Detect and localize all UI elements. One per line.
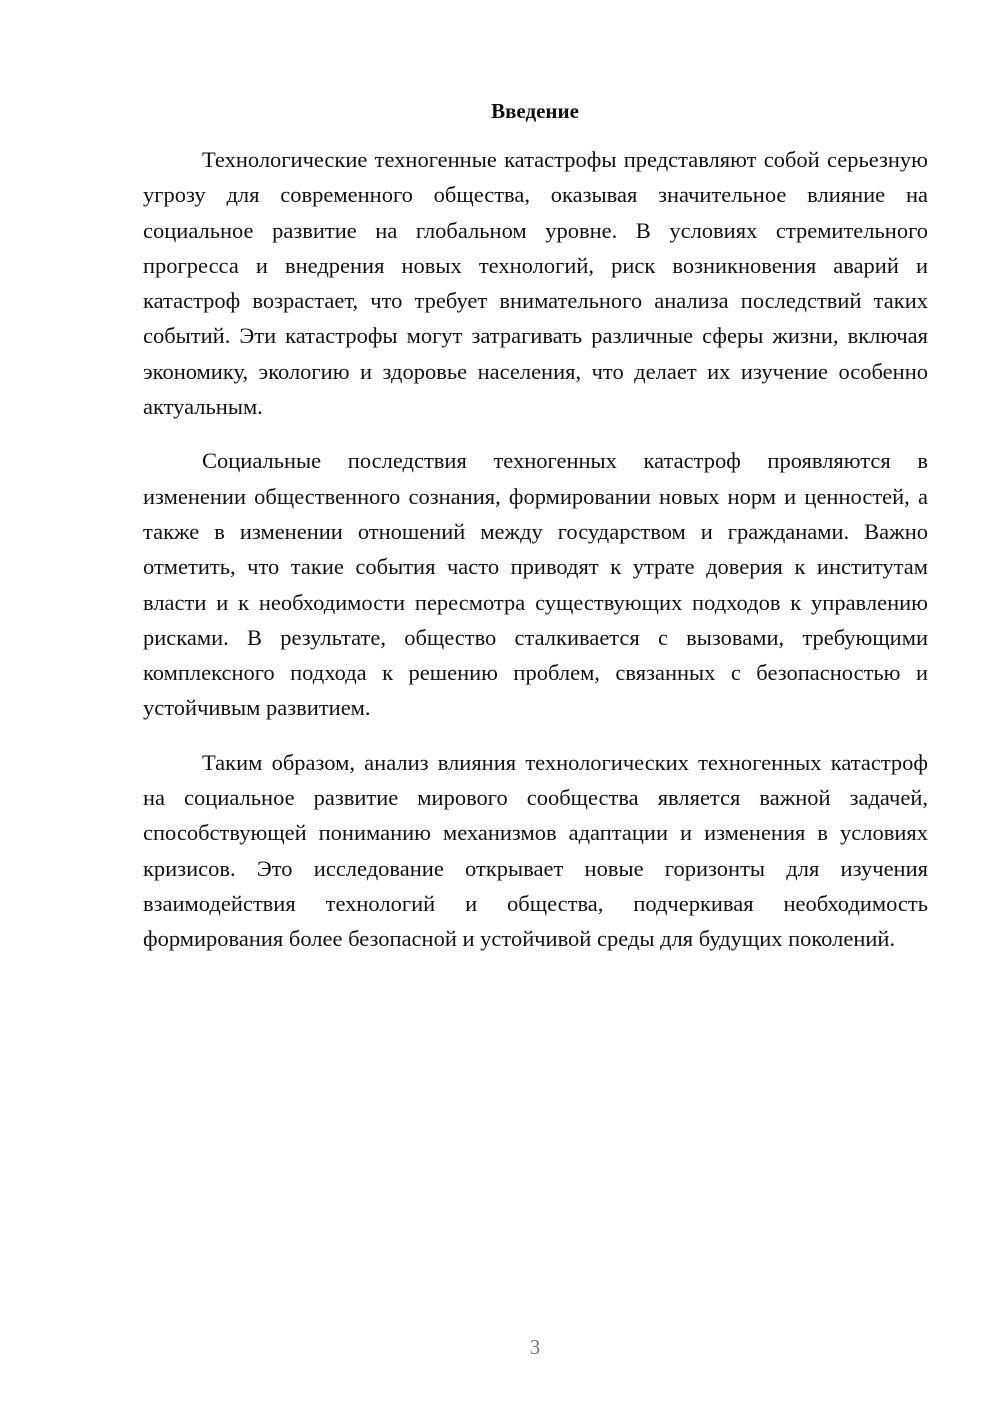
- paragraph-3: Таким образом, анализ влияния технологических техногенных катастроф на социальное развитие мирового сообщества является важной задачей, способствующей пониманию механизмов адаптации и изменения в условиях кризисов. Это исследование открывает новые горизонты для изучения взаимодействия технологий и общества, подчеркивая необходимость формирования более безопасной и устойчивой среды для будущих поколений.: [143, 749, 928, 952]
- paragraph-1: Технологические техногенные катастрофы представляют собой серьезную угрозу для современного общества, оказывая значительное влияние на социальное развитие на глобальном уровне. В условиях стремительного прогресса и внедрения новых технологий, риск возникновения аварий и катастроф возрастает, что требует внимательного анализа последствий таких событий. Эти катастрофы могут затрагивать различные сферы жизни, включая экономику, экологию и здоровье населения, что делает их изучение особенно актуальным.: [143, 147, 928, 420]
- paragraph-2: Социальные последствия техногенных катастроф проявляются в изменении общественного сознания, формировании новых норм и ценностей, а также в изменении отношений между государством и гражданами. Важно отметить, что такие события часто приводят к утрате доверия к институтам власти и к необходимости пересмотра существующих подходов к управлению рисками. В результате, общество сталкивается с вызовами, требующими комплексного подхода к решению проблем, связанных с безопасностью и устойчивым развитием.: [143, 448, 928, 721]
- body-text: [143, 142, 928, 976]
- page-title: Введение: [491, 99, 579, 123]
- page-number: 3: [529, 1335, 541, 1359]
